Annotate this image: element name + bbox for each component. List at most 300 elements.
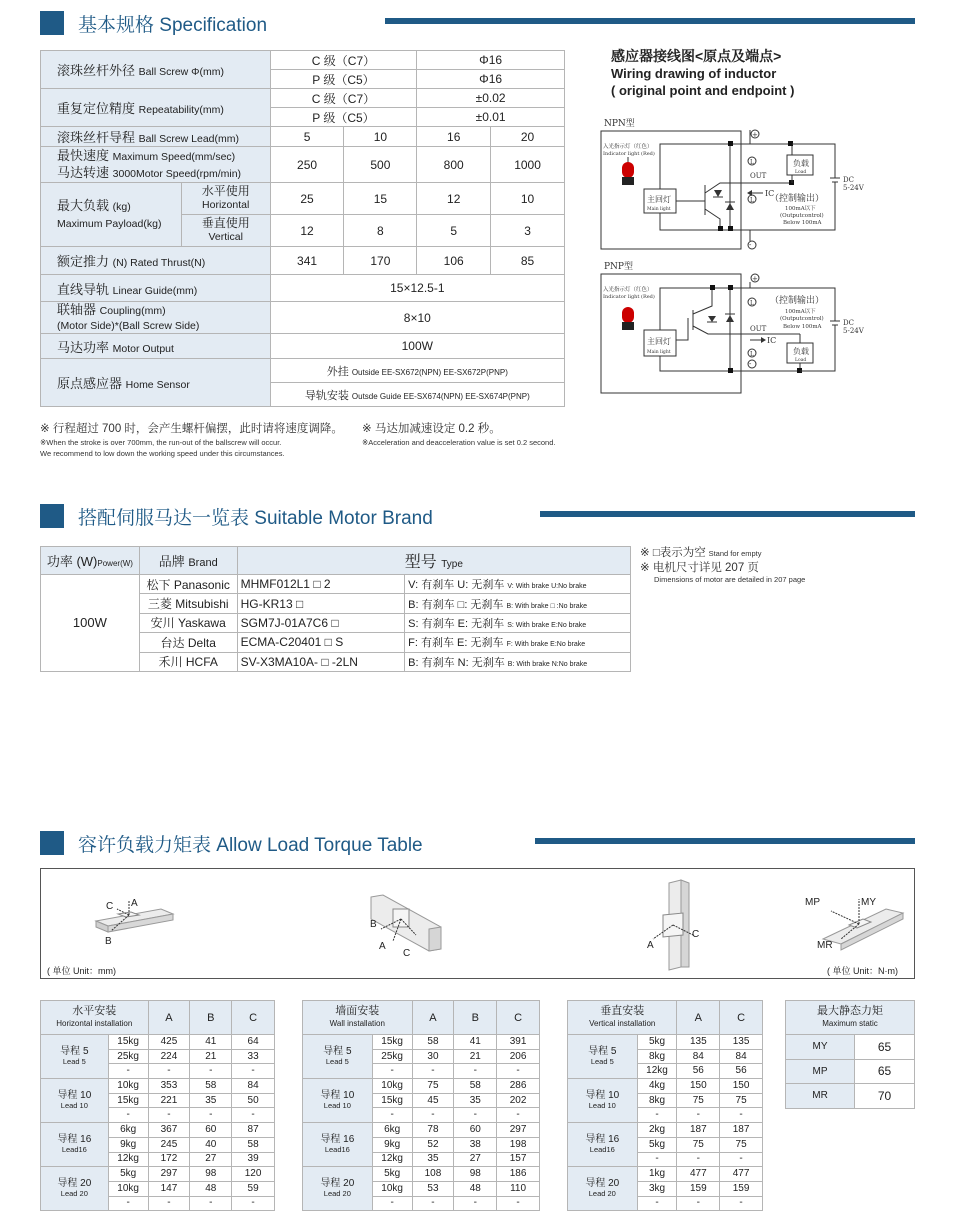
spec-label: 滚珠丝杆外径 Ball Screw Φ(mm) — [41, 51, 271, 89]
torque-cell: 391 — [497, 1035, 540, 1050]
brake-cell: B: 有刹车 N: 无刹车 B: With brake N:No brake — [405, 652, 631, 671]
torque-cell: 87 — [232, 1123, 275, 1138]
wall-torque-table — [302, 1000, 540, 1211]
lead-group-label: 导程 10 Lead 10 — [568, 1079, 638, 1123]
moment-value: 70 — [855, 1084, 915, 1109]
brake-cell: S: 有刹车 E: 无刹车 S: With brake E:No brake — [405, 613, 631, 632]
ic-label: IC — [767, 336, 777, 345]
torque-cell: 150 — [720, 1079, 763, 1094]
col-header-type: 型号 Type — [237, 547, 630, 575]
spec-label: 重复定位精度 Repeatability(mm) — [41, 89, 271, 127]
torque-cell: - — [232, 1108, 275, 1123]
load-cell: - — [372, 1108, 412, 1123]
brand-cell: 安川 Yaskawa — [139, 613, 237, 632]
table-row — [568, 1035, 763, 1050]
torque-cell: 98 — [190, 1167, 232, 1182]
ic-label: IC — [765, 189, 775, 198]
torque-cell: 35 — [454, 1093, 497, 1108]
load-cell: 2kg — [637, 1123, 677, 1138]
torque-direction-drawings — [41, 869, 916, 980]
section-rule — [385, 18, 915, 24]
spec-label: 马达功率 Motor Output — [41, 334, 271, 359]
brake-cell: V: 有刹车 U: 无刹车 V: With brake U:No brake — [405, 575, 631, 594]
control-sub: 100mA以下 — [785, 309, 816, 315]
lead-group-label: 导程 10 Lead 10 — [41, 1079, 109, 1123]
main-light-label-en: Main light — [647, 350, 671, 355]
col-header-power: 功率 (W)Power(W) — [41, 547, 140, 575]
spec-label: 最大负载 (kg) Maximum Payload(kg) — [41, 183, 182, 247]
torque-cell: 48 — [454, 1181, 497, 1196]
axis-label-c: C — [403, 948, 411, 959]
lead-group-label: 导程 20 Lead 20 — [303, 1167, 373, 1211]
main-light-label: 主回灯 — [647, 337, 671, 346]
vertical-mount-drawing — [647, 880, 699, 970]
col-header-b: B — [454, 1001, 497, 1035]
table-header-row — [303, 1001, 540, 1035]
torque-cell: 187 — [677, 1123, 720, 1138]
table-header-row — [41, 547, 631, 575]
col-header-a: A — [677, 1001, 720, 1035]
brand-cell: 禾川 HCFA — [139, 652, 237, 671]
torque-cell: - — [497, 1064, 540, 1079]
value-cell: 106 — [417, 247, 491, 275]
value-cell: 外挂 Outside EE-SX672(NPN) EE-SX672P(PNP) — [270, 359, 564, 383]
torque-cell: 58 — [232, 1137, 275, 1152]
torque-cell: 108 — [412, 1167, 454, 1182]
torque-cell: - — [720, 1108, 763, 1123]
moment-drawing — [805, 897, 903, 951]
torque-cell: 477 — [720, 1167, 763, 1182]
moment-value: 65 — [855, 1059, 915, 1084]
torque-cell: - — [720, 1152, 763, 1167]
value-cell: 导轨安装 Outsde Guide EE-SX674(NPN) EE-SX674P(PNP) — [270, 383, 564, 407]
note-text: ※ □表示为空 — [640, 547, 706, 559]
dc-label: DC — [843, 319, 854, 327]
svg-text:L: L — [750, 300, 754, 307]
load-label: 负载 — [793, 347, 809, 356]
torque-cell: - — [412, 1108, 454, 1123]
torque-cell: - — [232, 1064, 275, 1079]
torque-cell: 45 — [412, 1093, 454, 1108]
table-row — [41, 183, 565, 215]
load-cell: 5kg — [108, 1167, 148, 1182]
value-cell: 12 — [417, 183, 491, 215]
table-row — [303, 1035, 540, 1050]
note-text: ※Acceleration and deacceleration value is set 0.2 second. — [362, 438, 556, 447]
moment-key: MP — [786, 1059, 855, 1084]
torque-cell: 35 — [190, 1093, 232, 1108]
wiring-title-en: Wiring drawing of inductor — [611, 66, 777, 81]
table-row — [41, 1167, 275, 1182]
load-cell: 25kg — [372, 1049, 412, 1064]
grade-cell: P 级（C5） — [270, 70, 417, 89]
value-cell: 20 — [491, 127, 565, 147]
torque-cell: 187 — [720, 1123, 763, 1138]
spec-note-1 — [40, 424, 343, 459]
torque-table-title: 水平安装 Horizontal installation — [41, 1001, 149, 1035]
value-cell: 8 — [344, 215, 417, 247]
axis-label-mp: MP — [805, 897, 820, 908]
spec-label: 最快速度 Maximum Speed(mm/sec) 马达转速 3000Motor Speed(rpm/min) — [41, 147, 271, 183]
axis-label-mr: MR — [817, 940, 833, 951]
torque-cell: 150 — [677, 1079, 720, 1094]
torque-cell: - — [190, 1064, 232, 1079]
torque-cell: 21 — [190, 1049, 232, 1064]
indicator-led-icon — [622, 307, 634, 323]
torque-cell: 353 — [148, 1079, 190, 1094]
table-row — [41, 575, 631, 594]
torque-cell: 98 — [454, 1167, 497, 1182]
torque-cell: 58 — [454, 1079, 497, 1094]
torque-cell: 52 — [412, 1137, 454, 1152]
torque-cell: - — [454, 1196, 497, 1211]
torque-cell: 202 — [497, 1093, 540, 1108]
npn-type-label: NPN型 — [604, 119, 635, 129]
load-cell: - — [108, 1064, 148, 1079]
indicator-label-en: Indicator light (Red) — [603, 294, 655, 300]
torque-cell: 75 — [720, 1093, 763, 1108]
table-row — [303, 1123, 540, 1138]
torque-cell: 297 — [148, 1167, 190, 1182]
load-cell: 3kg — [637, 1181, 677, 1196]
lead-group-label: 导程 10 Lead 10 — [303, 1079, 373, 1123]
motor-notes — [640, 548, 805, 585]
torque-cell: - — [677, 1108, 720, 1123]
control-sub: Below 100mA — [783, 324, 822, 330]
torque-cell: 30 — [412, 1049, 454, 1064]
axis-label-c: C — [106, 901, 114, 912]
value-cell: 12 — [270, 215, 344, 247]
torque-cell: - — [412, 1064, 454, 1079]
load-cell: 6kg — [108, 1123, 148, 1138]
indicator-label: 入光指示灯（红色） — [603, 287, 653, 293]
torque-cell: - — [232, 1196, 275, 1211]
table-row — [41, 247, 565, 275]
load-label-en: Load — [795, 358, 807, 363]
brake-cell: B: 有刹车 □: 无刹车 B: With brake □ :No brake — [405, 594, 631, 613]
spec-label: 直线导轨 Linear Guide(mm) — [41, 275, 271, 302]
table-row — [786, 1059, 915, 1084]
torque-cell: 58 — [190, 1079, 232, 1094]
dc-label: DC — [843, 176, 854, 184]
model-cell: HG-KR13 □ — [237, 594, 405, 613]
load-cell: 15kg — [108, 1035, 148, 1050]
torque-cell: 206 — [497, 1049, 540, 1064]
spec-label: 原点感应器 Home Sensor — [41, 359, 271, 407]
torque-cell: 75 — [412, 1079, 454, 1094]
col-header-c: C — [720, 1001, 763, 1035]
torque-cell: 56 — [720, 1064, 763, 1079]
torque-cell: - — [190, 1108, 232, 1123]
torque-cell: 84 — [232, 1079, 275, 1094]
torque-table-title: 墙面安装 Wall installation — [303, 1001, 413, 1035]
load-cell: 12kg — [637, 1064, 677, 1079]
torque-cell: 157 — [497, 1152, 540, 1167]
table-row — [41, 127, 565, 147]
brand-cell: 台达 Delta — [139, 633, 237, 652]
motor-table — [40, 546, 631, 672]
unit-label-nm: ( 单位 Unit：N·m) — [827, 966, 898, 976]
note-text: ※ 马达加减速设定 0.2 秒。 — [362, 423, 501, 435]
torque-cell: 367 — [148, 1123, 190, 1138]
control-output-label: （控制输出） — [770, 194, 825, 204]
spec-sublabel: 垂直使用 Vertical — [181, 215, 270, 247]
svg-text:-: - — [749, 241, 752, 249]
spec-label: 联轴器 Coupling(mm) (Motor Side)*(Ball Screw Side) — [41, 302, 271, 334]
load-cell: - — [637, 1152, 677, 1167]
load-cell: - — [108, 1108, 148, 1123]
torque-cell: 60 — [454, 1123, 497, 1138]
wiring-title — [611, 48, 794, 99]
value-cell: 800 — [417, 147, 491, 183]
value-cell: 100W — [270, 334, 564, 359]
torque-cell: 75 — [677, 1093, 720, 1108]
torque-cell: 425 — [148, 1035, 190, 1050]
col-header-a: A — [412, 1001, 454, 1035]
torque-cell: 75 — [720, 1137, 763, 1152]
table-row — [41, 275, 565, 302]
torque-cell: 38 — [454, 1137, 497, 1152]
value-cell: 170 — [344, 247, 417, 275]
torque-table-title: 垂直安装 Vertical installation — [568, 1001, 677, 1035]
lead-group-label: 导程 16 Lead16 — [568, 1123, 638, 1167]
load-cell: - — [637, 1108, 677, 1123]
value-cell: 15 — [344, 183, 417, 215]
torque-cell: - — [412, 1196, 454, 1211]
axis-label-a: A — [379, 941, 386, 952]
model-cell: SV-X3MA10A- □ -2LN — [237, 652, 405, 671]
torque-cell: - — [190, 1196, 232, 1211]
note-text: Stand for empty — [708, 549, 762, 558]
torque-section-header — [40, 830, 920, 856]
table-row — [786, 1084, 915, 1109]
torque-cell: 84 — [677, 1049, 720, 1064]
power-cell: 100W — [41, 575, 140, 672]
torque-cell: - — [677, 1196, 720, 1211]
spec-label: 额定推力 (N) Rated Thrust(N) — [41, 247, 271, 275]
torque-section-title: 容许负载力矩表 Allow Load Torque Table — [78, 835, 423, 856]
axis-label-my: MY — [861, 897, 876, 908]
load-cell: 9kg — [108, 1137, 148, 1152]
load-cell: 10kg — [372, 1181, 412, 1196]
load-cell: - — [372, 1064, 412, 1079]
load-cell: 10kg — [108, 1181, 148, 1196]
load-cell: 6kg — [372, 1123, 412, 1138]
torque-cell: - — [497, 1108, 540, 1123]
torque-cell: 297 — [497, 1123, 540, 1138]
dc-voltage: 5-24V — [843, 184, 864, 192]
load-cell: - — [372, 1196, 412, 1211]
table-row — [41, 1123, 275, 1138]
section-marker — [40, 11, 64, 35]
load-cell: 8kg — [637, 1049, 677, 1064]
out-label: OUT — [750, 172, 767, 180]
value-cell: Φ16 — [417, 70, 565, 89]
grade-cell: C 级（C7） — [270, 51, 417, 70]
table-row — [303, 1167, 540, 1182]
lead-group-label: 导程 20 Lead 20 — [41, 1167, 109, 1211]
section-marker — [40, 831, 64, 855]
torque-cell: 50 — [232, 1093, 275, 1108]
torque-cell: - — [454, 1064, 497, 1079]
load-cell: 4kg — [637, 1079, 677, 1094]
value-cell: ±0.02 — [417, 89, 565, 108]
note-text: ※When the stroke is over 700mm, the run-out of the ballscrew will occur. — [40, 438, 282, 447]
table-row — [41, 147, 565, 183]
axis-label-b: B — [370, 919, 377, 930]
load-cell: 12kg — [372, 1152, 412, 1167]
torque-cell: 120 — [232, 1167, 275, 1182]
torque-cell: 64 — [232, 1035, 275, 1050]
load-label: 负载 — [793, 159, 809, 168]
torque-cell: 286 — [497, 1079, 540, 1094]
svg-text:L: L — [750, 159, 754, 166]
load-cell: 15kg — [372, 1093, 412, 1108]
svg-text:L: L — [750, 197, 754, 204]
lead-group-label: 导程 20 Lead 20 — [568, 1167, 638, 1211]
moment-key: MR — [786, 1084, 855, 1109]
torque-cell: 135 — [720, 1035, 763, 1050]
torque-cell: 186 — [497, 1167, 540, 1182]
lead-group-label: 导程 16 Lead16 — [41, 1123, 109, 1167]
value-cell: ±0.01 — [417, 108, 565, 127]
lead-group-label: 导程 16 Lead16 — [303, 1123, 373, 1167]
model-cell: SGM7J-01A7C6 □ — [237, 613, 405, 632]
torque-cell: 75 — [677, 1137, 720, 1152]
value-cell: 1000 — [491, 147, 565, 183]
svg-text:-: - — [749, 360, 752, 368]
load-cell: 5kg — [637, 1137, 677, 1152]
unit-label-mm: ( 单位 Unit：mm) — [47, 966, 116, 976]
wiring-title-en: ( original point and endpoint ) — [611, 83, 795, 98]
table-row — [568, 1167, 763, 1182]
load-cell: 10kg — [372, 1079, 412, 1094]
table-row — [568, 1079, 763, 1094]
value-cell: Φ16 — [417, 51, 565, 70]
torque-cell: 58 — [412, 1035, 454, 1050]
spec-sublabel: 水平使用 Horizontal — [181, 183, 270, 215]
load-cell: 10kg — [108, 1079, 148, 1094]
spec-note-2 — [362, 424, 555, 448]
torque-cell: 60 — [190, 1123, 232, 1138]
svg-text:L: L — [750, 351, 754, 358]
col-header-b: B — [190, 1001, 232, 1035]
torque-illustrations — [40, 868, 915, 979]
value-cell: 500 — [344, 147, 417, 183]
table-header-row — [786, 1001, 915, 1035]
load-cell: 9kg — [372, 1137, 412, 1152]
pnp-type-label: PNP型 — [604, 262, 633, 272]
brand-cell: 三菱 Mitsubishi — [139, 594, 237, 613]
torque-cell: 245 — [148, 1137, 190, 1152]
torque-cell: - — [720, 1196, 763, 1211]
brake-cell: F: 有刹车 E: 无刹车 F: With brake E:No brake — [405, 633, 631, 652]
svg-text:+: + — [752, 275, 758, 283]
table-row — [41, 1079, 275, 1094]
spec-table — [40, 50, 565, 407]
note-text: ※ 电机尺寸详见 207 页 — [640, 562, 759, 574]
load-cell: 15kg — [372, 1035, 412, 1050]
torque-cell: - — [677, 1152, 720, 1167]
table-row — [41, 302, 565, 334]
torque-cell: 110 — [497, 1181, 540, 1196]
torque-cell: 198 — [497, 1137, 540, 1152]
motor-section-header — [40, 503, 920, 529]
motor-section-title: 搭配伺服马达一览表 Suitable Motor Brand — [78, 508, 433, 529]
torque-cell: 35 — [412, 1152, 454, 1167]
moment-key: MY — [786, 1035, 855, 1060]
main-light-label-en: Main light — [647, 207, 671, 212]
torque-cell: 147 — [148, 1181, 190, 1196]
lead-group-label: 导程 5 Lead 5 — [303, 1035, 373, 1079]
lead-group-label: 导程 5 Lead 5 — [41, 1035, 109, 1079]
load-cell: 1kg — [637, 1167, 677, 1182]
grade-cell: C 级（C7） — [270, 89, 417, 108]
svg-text:+: + — [752, 131, 758, 139]
model-cell: MHMF012L1 □ 2 — [237, 575, 405, 594]
torque-cell: 40 — [190, 1137, 232, 1152]
load-cell: - — [637, 1196, 677, 1211]
torque-cell: - — [148, 1196, 190, 1211]
torque-cell: 27 — [190, 1152, 232, 1167]
load-cell: 5kg — [372, 1167, 412, 1182]
wall-mount-drawing — [370, 895, 441, 959]
value-cell: 341 — [270, 247, 344, 275]
table-row — [786, 1035, 915, 1060]
load-cell: 8kg — [637, 1093, 677, 1108]
moment-value: 65 — [855, 1035, 915, 1060]
note-text: ※ 行程超过 700 时，会产生螺杆偏摆，此时请将速度调降。 — [40, 423, 343, 435]
torque-cell: - — [454, 1108, 497, 1123]
table-header-row — [568, 1001, 763, 1035]
torque-cell: 84 — [720, 1049, 763, 1064]
value-cell: 5 — [417, 215, 491, 247]
torque-cell: 41 — [454, 1035, 497, 1050]
value-cell: 5 — [270, 127, 344, 147]
section-marker — [40, 504, 64, 528]
control-sub: (Outputcontrol) — [780, 316, 824, 322]
table-row — [41, 359, 565, 383]
model-cell: ECMA-C20401 □ S — [237, 633, 405, 652]
note-text: We recommend to low down the working speed under this circumstances. — [40, 449, 285, 458]
control-sub: 100mA以下 — [785, 206, 816, 212]
torque-cell: - — [148, 1064, 190, 1079]
table-row — [41, 334, 565, 359]
table-row — [41, 1035, 275, 1050]
value-cell: 15×12.5-1 — [270, 275, 564, 302]
value-cell: 10 — [491, 183, 565, 215]
value-cell: 3 — [491, 215, 565, 247]
horizontal-torque-table — [40, 1000, 275, 1211]
axis-label-a: A — [131, 898, 138, 909]
dc-voltage: 5-24V — [843, 327, 864, 335]
torque-cell: 59 — [232, 1181, 275, 1196]
value-cell: 16 — [417, 127, 491, 147]
npn-wiring-diagram — [600, 115, 870, 253]
lead-group-label: 导程 5 Lead 5 — [568, 1035, 638, 1079]
torque-cell: 21 — [454, 1049, 497, 1064]
table-row — [568, 1123, 763, 1138]
grade-cell: P 级（C5） — [270, 108, 417, 127]
table-row — [303, 1079, 540, 1094]
section-rule — [540, 511, 915, 517]
spec-section-header — [40, 10, 920, 36]
control-sub: (Outputcontrol) — [780, 213, 824, 219]
vertical-torque-table — [567, 1000, 763, 1211]
brand-cell: 松下 Panasonic — [139, 575, 237, 594]
torque-cell: 53 — [412, 1181, 454, 1196]
spec-section-title: 基本规格 Specification — [78, 15, 268, 36]
